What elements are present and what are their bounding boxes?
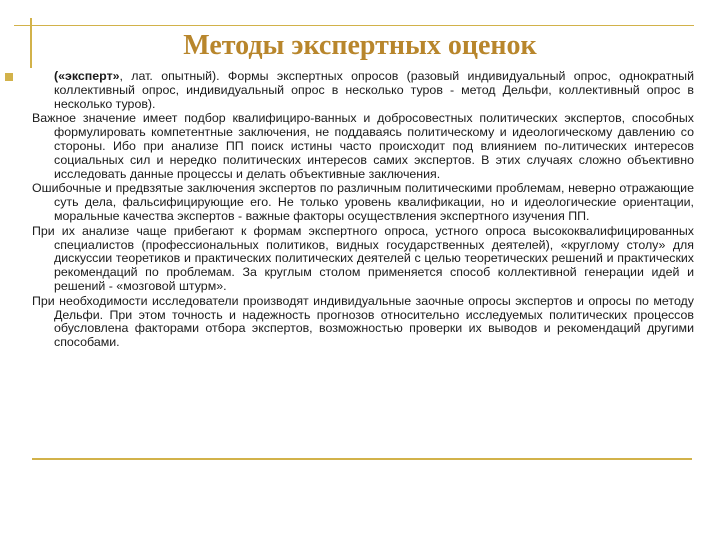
paragraph-delphi: При необходимости исследователи производят индивидуальные заочные опросы экспертов и опросы по методу Дельфи. При этом точность и надежность прогнозов относительно исследуемых политических процессов обусловлена факторами отбора экспертов, возможностью проверки их выводов и рекомендаций другими способами. (32, 293, 694, 350)
bullet-paragraph (32, 70, 694, 111)
slide-title: Методы экспертных оценок (183, 30, 537, 61)
paragraph-analysis: При их анализе чаще прибегают к формам экспертного опроса, устного опроса высококвалифицированных специалистов (профессиональных политиков, видных государственных деятелей), «круглому столу» для дискуссии теоретиков и практических политических деятелей с целью теоретических решений и практических рекомендаций по проблемам. За круглым столом применяется способ коллективной генерации идей и решений - «мозговой штурм». (32, 223, 694, 293)
top-decor-line (14, 25, 694, 26)
paragraph-errors: Ошибочные и предвзятые заключения экспертов по различным политическими проблемам, неверно отражающие суть дела, фальсифицирующие его. Не только уровень квалификации, но и идеологические ориентации, моральные качества экспертов - важные факторы осуществления экспертного изучения ПП. (32, 181, 694, 223)
square-bullet-icon (5, 73, 13, 81)
bullet-lead: («эксперт» (54, 69, 120, 83)
paragraph-selection: Важное значение имеет подбор квалифициро-ванных и добросовестных политических экспертов, способных формулировать компетентные заключения, не поддаваясь политическому и идеологическому давлению со стороны. Ибо при анализе ПП поиск истины часто происходит под влиянием по-литических интересов социальных сил и нередко политических интересов самих экспертов. В этих случаях сложно объективно исследовать данные процессы и делать объективные заключения. (32, 111, 694, 181)
slide-body (32, 70, 694, 351)
bottom-decor-line (32, 458, 692, 460)
bullet-text: , лат. опытный). Формы экспертных опросов (разовый индивидуальный опрос, однократный коллективный опрос, индивидуальный опрос в несколько туров - метод Дельфи, коллективный опрос в несколько туров). (54, 69, 694, 111)
